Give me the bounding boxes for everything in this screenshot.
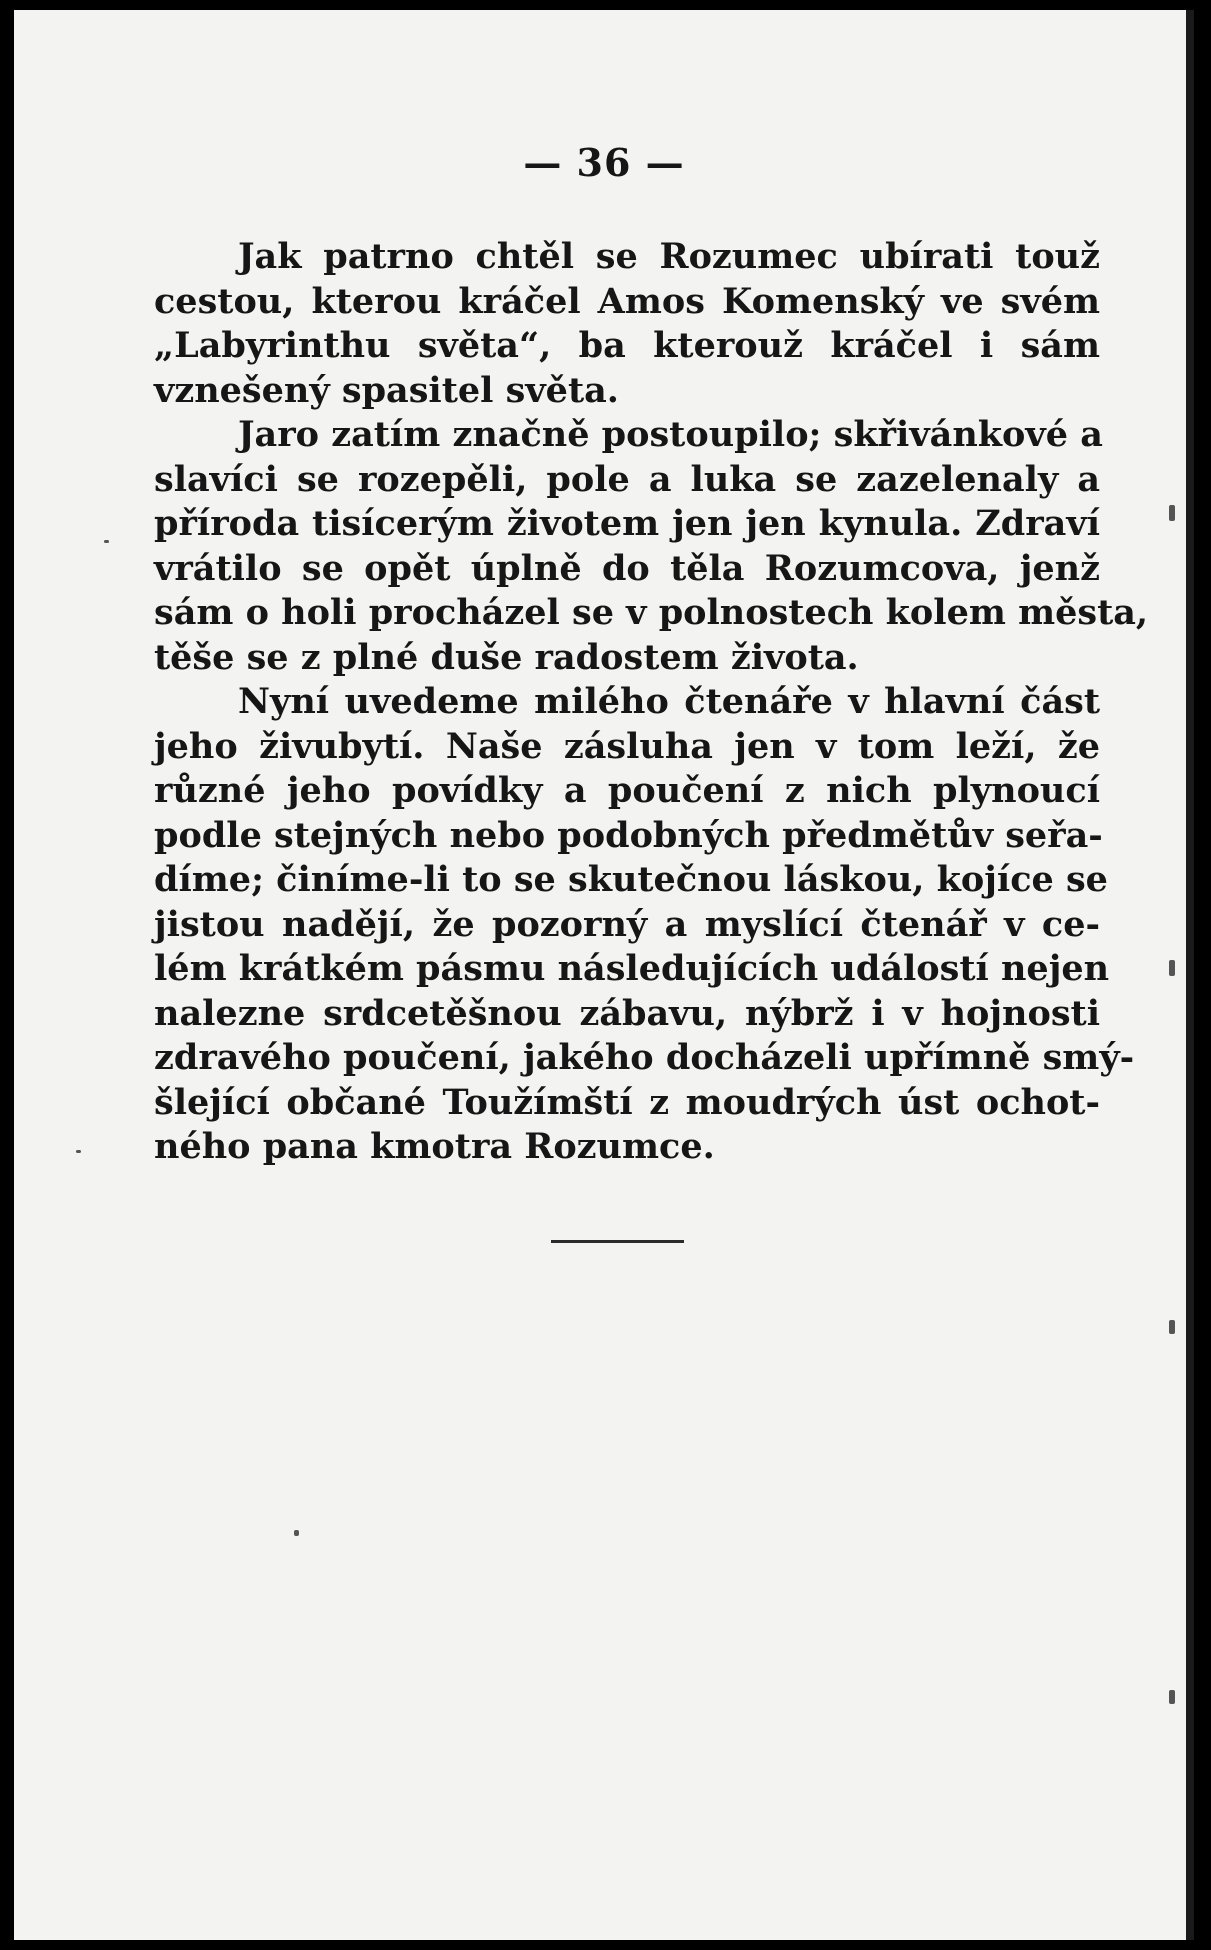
closing-rule — [551, 1240, 684, 1243]
print-speck — [1169, 505, 1175, 521]
text-line: Jak patrno chtěl se Rozumec ubírati touž — [238, 236, 1100, 277]
print-speck — [1169, 1320, 1175, 1334]
text-line: jistou nadějí, že pozorný a myslící čtenář v ce- — [154, 903, 1100, 945]
text-line: různé jeho povídky a poučení z nich plynoucí — [154, 770, 1100, 811]
text-line: podle stejných nebo podobných předmětův seřa- — [154, 814, 1103, 856]
print-speck — [1169, 1690, 1175, 1704]
text-line: vznešený spasitel světa. — [154, 369, 619, 411]
print-speck — [76, 1150, 81, 1153]
text-line: jeho živubytí. Naše zásluha jen v tom leží, že — [154, 725, 1100, 767]
text-line: šlející občané Toužímští z moudrých úst ochot- — [154, 1081, 1100, 1123]
print-speck — [294, 1530, 299, 1536]
text-line: slavíci se rozepěli, pole a luka se zazelenaly a — [154, 458, 1100, 500]
text-line: lém krátkém pásmu následujících událostí nejen — [154, 948, 1110, 989]
page-edge-shadow — [1186, 10, 1194, 1940]
text-line: ného pana kmotra Rozumce. — [154, 1126, 715, 1167]
body-text — [154, 235, 1149, 1170]
text-line: cestou, kterou kráčel Amos Komenský ve svém — [154, 280, 1100, 322]
print-speck — [1169, 960, 1175, 976]
text-line: sám o holi procházel se v polnostech kolem města, — [154, 592, 1149, 633]
text-line: zdravého poučení, jakého docházeli upřímně smý- — [154, 1037, 1135, 1078]
text-line: díme; činíme-li to se skutečnou láskou, kojíce se — [154, 859, 1108, 900]
text-line: Jaro zatím značně postoupilo; skřivánkové a — [238, 414, 1103, 455]
text-line: nalezne srdcetěšnou zábavu, nýbrž i v hojnosti — [154, 992, 1100, 1034]
text-line: Nyní uvedeme milého čtenáře v hlavní část — [238, 681, 1100, 722]
print-speck — [104, 540, 109, 543]
text-line: „Labyrinthu světa“, ba kterouž kráčel i sám — [154, 325, 1100, 366]
text-line: vrátilo se opět úplně do těla Rozumcova, jenž — [154, 547, 1100, 589]
text-line: těše se z plné duše radostem života. — [154, 636, 859, 678]
text-line: příroda tisícerým životem jen jen kynula. Zdraví — [154, 503, 1100, 544]
page-number: — 36 — — [523, 140, 685, 185]
book-page — [14, 10, 1194, 1940]
